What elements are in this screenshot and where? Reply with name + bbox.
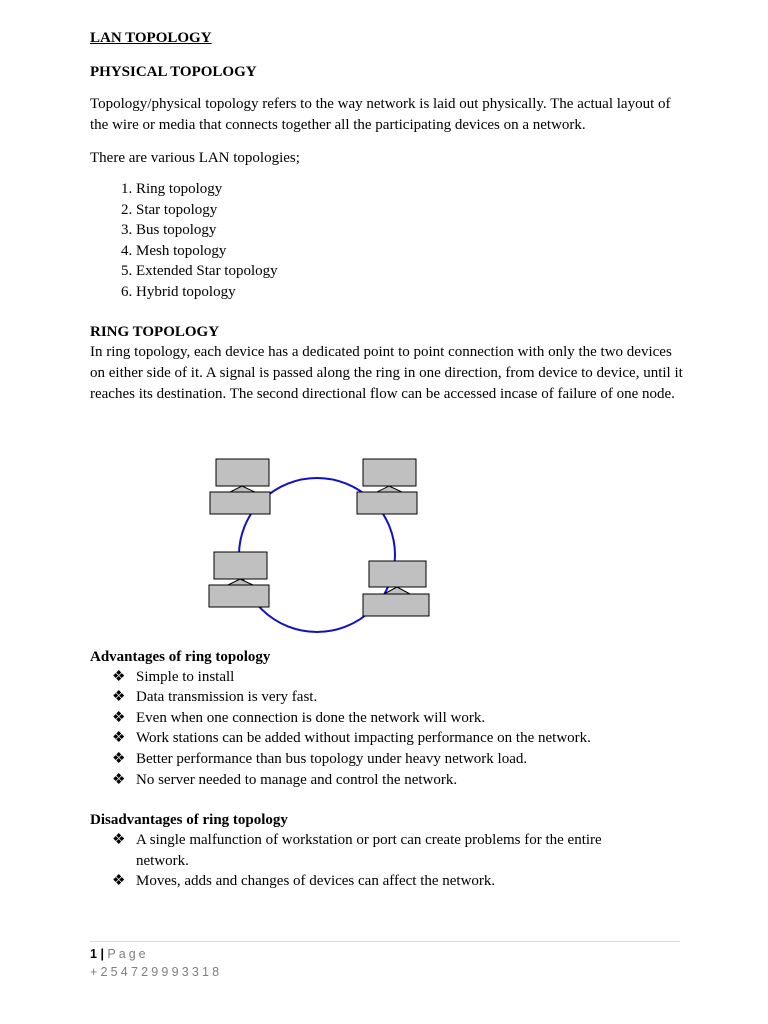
bullet-icon: ❖ bbox=[112, 709, 126, 726]
page-number: 1 bbox=[90, 947, 97, 961]
page-separator: | bbox=[100, 947, 104, 961]
list-item: 5. Extended Star topology bbox=[136, 261, 690, 282]
computer-icon bbox=[209, 552, 269, 607]
page-label: Page bbox=[107, 947, 149, 961]
document-page bbox=[90, 28, 690, 892]
list-item: 3. Bus topology bbox=[136, 220, 690, 241]
bullet-icon: ❖ bbox=[112, 771, 126, 788]
advantages-list bbox=[90, 667, 690, 791]
advantages-heading: Advantages of ring topology bbox=[90, 648, 271, 665]
list-item: ❖ Work stations can be added without impacting performance on the network. bbox=[90, 728, 690, 749]
topologies-intro: There are various LAN topologies; bbox=[90, 150, 300, 166]
topology-list bbox=[90, 179, 690, 303]
list-item: 4. Mesh topology bbox=[136, 241, 690, 262]
list-item: ❖ Better performance than bus topology under heavy network load. bbox=[90, 749, 690, 770]
document-title: LAN TOPOLOGY bbox=[90, 30, 212, 46]
ring-topology-paragraph: In ring topology, each device has a dedicated point to point connection with only the two devices on either side of it. A signal is passed along the ring in one direction, from device to device, until it reaches its destination. The second directional flow can be accessed incase of failure of one node. bbox=[90, 343, 683, 402]
list-item: ❖ Even when one connection is done the network will work. bbox=[90, 708, 690, 729]
computer-icon bbox=[363, 561, 429, 616]
ring-diagram-svg bbox=[90, 429, 690, 644]
bullet-icon: ❖ bbox=[112, 730, 126, 747]
bullet-icon: ❖ bbox=[112, 873, 126, 890]
list-item: 6. Hybrid topology bbox=[136, 282, 690, 303]
computer-icon bbox=[210, 459, 270, 514]
bullet-icon: ❖ bbox=[112, 668, 126, 685]
phone-number: +254729993318 bbox=[90, 965, 223, 979]
list-item: 1. Ring topology bbox=[136, 179, 690, 200]
ring-topology-heading: RING TOPOLOGY bbox=[90, 323, 220, 340]
bullet-icon: ❖ bbox=[112, 689, 126, 706]
computer-icon bbox=[357, 459, 417, 514]
list-item: ❖ Simple to install bbox=[90, 667, 690, 688]
list-item: ❖ Data transmission is very fast. bbox=[90, 687, 690, 708]
disadvantages-list bbox=[90, 830, 645, 892]
list-item: ❖ A single malfunction of workstation or port can create problems for the entire network. bbox=[112, 832, 602, 869]
page-footer bbox=[90, 941, 680, 981]
page-number-line bbox=[90, 945, 680, 963]
physical-topology-paragraph: Topology/physical topology refers to the way network is laid out physically. The actual layout of the wire or media that connects together all the participating devices on a network. bbox=[90, 96, 671, 133]
bullet-icon: ❖ bbox=[112, 832, 126, 849]
bullet-icon: ❖ bbox=[112, 750, 126, 767]
physical-topology-heading: PHYSICAL TOPOLOGY bbox=[90, 64, 257, 80]
list-item: ❖ Moves, adds and changes of devices can affect the network. bbox=[90, 871, 645, 892]
list-item: 2. Star topology bbox=[136, 200, 690, 221]
disadvantages-heading: Disadvantages of ring topology bbox=[90, 812, 288, 829]
ring-topology-diagram bbox=[90, 429, 690, 659]
list-item: ❖ No server needed to manage and control the network. bbox=[90, 770, 690, 791]
